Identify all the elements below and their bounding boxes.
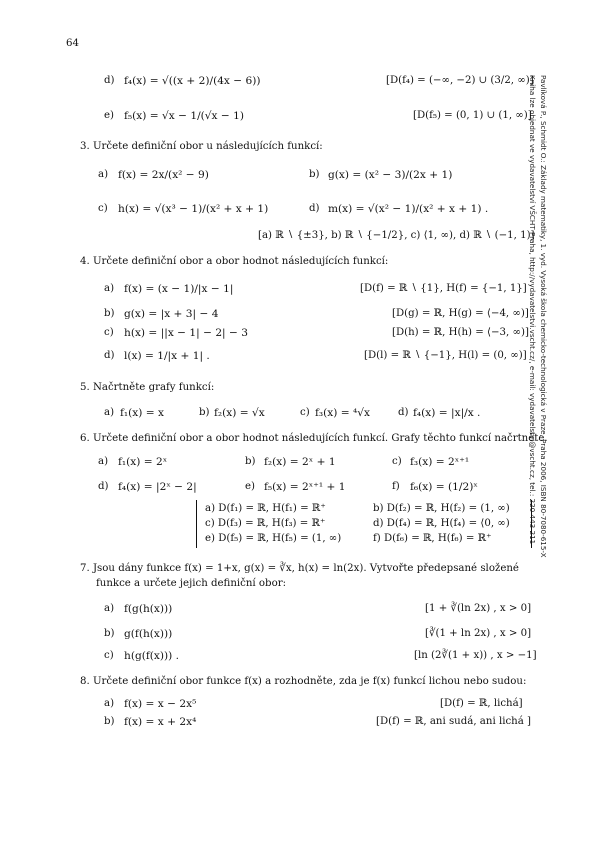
answer: [D(l) = ℝ ∖ {−1}, H(l) = (0, ∞)] [364,350,527,361]
item-label: f) [392,481,400,492]
answer: a) D(f₁) = ℝ, H(f₁) = ℝ⁺ [205,503,326,514]
formula: f₃(x) = 2ˣ⁺¹ [410,456,470,468]
item-label: e) [104,110,115,121]
formula: f₄(x) = |x|/x . [413,407,481,419]
answer: [D(f₄) = (−∞, −2) ∪ (3/2, ∞)] [386,75,534,86]
answer: [D(h) = ℝ, H(h) = ⟨−3, ∞)] [392,327,529,338]
formula: f(x) = 2x/(x² − 9) [118,169,209,181]
formula: f₄(x) = √((x + 2)/(4x − 6)) [124,75,261,87]
formula: f₆(x) = (1/2)ˣ [410,481,478,493]
item-label: d) [309,203,320,214]
formula: f(x) = x − 2x⁵ [124,698,197,710]
answer: [D(f) = ℝ ∖ {1}, H(f) = {−1, 1}] [360,283,527,294]
exercise-7-heading: 7. Jsou dány funkce f(x) = 1+x, g(x) = ∛x, h(x) = ln(2x). Vytvořte předepsané složené [80,563,519,574]
formula: f₅(x) = 2ˣ⁺¹ + 1 [264,481,346,493]
item-label: b) [104,628,115,639]
formula: f₁(x) = x [120,407,164,419]
exercise-3-heading: 3. Určete definiční obor u následujících funkcí: [80,141,323,152]
answer: d) D(f₄) = ℝ, H(f₄) = ⟨0, ∞) [373,518,510,529]
item-label: b) [199,407,210,418]
item-label: b) [309,169,320,180]
formula: f₂(x) = 2ˣ + 1 [264,456,336,468]
answer: [D(f) = ℝ, lichá] [440,698,523,709]
answer: [∛(1 + ln 2x) , x > 0] [425,628,532,639]
exercise-8-heading: 8. Určete definiční obor funkce f(x) a rozhodněte, zda je f(x) funkcí lichou nebo sudou: [80,676,527,687]
formula: f(g(h(x))) [124,603,173,615]
answer: b) D(f₂) = ℝ, H(f₂) = (1, ∞) [373,503,510,514]
answer: [1 + ∛(ln 2x) , x > 0] [425,603,532,614]
exercise-4-heading: 4. Určete definiční obor a obor hodnot následujících funkcí: [80,256,389,267]
answer: f) D(f₆) = ℝ, H(f₆) = ℝ⁺ [373,533,492,544]
item-label: a) [104,407,115,418]
item-label: c) [104,327,114,338]
item-label: a) [98,169,109,180]
exercise-6-answers [196,500,532,548]
formula: f₃(x) = ⁴√x [315,407,370,419]
formula: f₁(x) = 2ˣ [118,456,168,468]
item-label: c) [300,407,310,418]
formula: f(x) = x + 2x⁴ [124,716,197,728]
item-label: d) [98,481,109,492]
item-label: b) [245,456,256,467]
formula: g(f(h(x))) [124,628,173,640]
exercise-6-heading: 6. Určete definiční obor a obor hodnot následujících funkcí. Grafy těchto funkcí načrtněte. [80,433,548,444]
formula: f(x) = (x − 1)/|x − 1| [124,283,234,295]
formula: f₅(x) = √x − 1/(√x − 1) [124,110,245,122]
item-label: b) [104,716,115,727]
answer: [D(f₅) = (0, 1) ∪ (1, ∞)] [413,110,532,121]
exercise-5-heading: 5. Načrtněte grafy funkcí: [80,382,215,393]
side-note-line1: Pavlíková P., Schmidt O.: Základy matematiky, 1. vyd. Vysoká škola chemicko-technologická v Praze, Praha 2006, ISBN 80-7080-615-X [539,75,548,558]
item-label: d) [104,350,115,361]
answer: c) D(f₃) = ℝ, H(f₃) = ℝ⁺ [205,518,326,529]
item-label: c) [98,203,108,214]
answer: [D(g) = ℝ, H(g) = ⟨−4, ∞)] [392,308,529,319]
item-label: a) [104,698,115,709]
formula: g(x) = (x² − 3)/(2x + 1) [328,169,453,181]
formula: f₂(x) = √x [214,407,265,419]
item-label: a) [98,456,109,467]
item-label: a) [104,603,115,614]
item-label: d) [104,75,115,86]
formula: h(x) = ||x − 1| − 2| − 3 [124,327,248,339]
answer: [a) ℝ ∖ {±3}, b) ℝ ∖ {−1/2}, c) ⟨1, ∞), d) ℝ ∖ (−1, 1)] [258,230,535,241]
formula: m(x) = √(x² − 1)/(x² + x + 1) . [328,203,489,215]
item-label: b) [104,308,115,319]
answer: e) D(f₅) = ℝ, H(f₅) = (1, ∞) [205,533,342,544]
formula: g(x) = |x + 3| − 4 [124,308,219,320]
formula: h(g(f(x))) . [124,650,180,662]
item-label: e) [245,481,256,492]
formula: f₄(x) = |2ˣ − 2| [118,481,197,493]
formula: l(x) = 1/|x + 1| . [124,350,210,362]
answer: [D(f) = ℝ, ani sudá, ani lichá ] [376,716,532,727]
item-label: c) [392,456,402,467]
item-label: a) [104,283,115,294]
formula: h(x) = √(x³ − 1)/(x² + x + 1) [118,203,269,215]
item-label: d) [398,407,409,418]
page-number: 64 [66,38,79,49]
item-label: c) [104,650,114,661]
side-note-line2: Kniha lze objednat ve vydavatelství VŠCHT Praha, http://vydavatelstvi.vscht.cz/, e-mail: vydavatelstvi@vscht.cz, tel.: 220 443 211 [528,75,537,545]
exercise-7-heading-cont: funkce a určete jejich definiční obor: [96,578,287,589]
answer: [ln (2∛(1 + x)) , x > −1] [414,650,537,661]
